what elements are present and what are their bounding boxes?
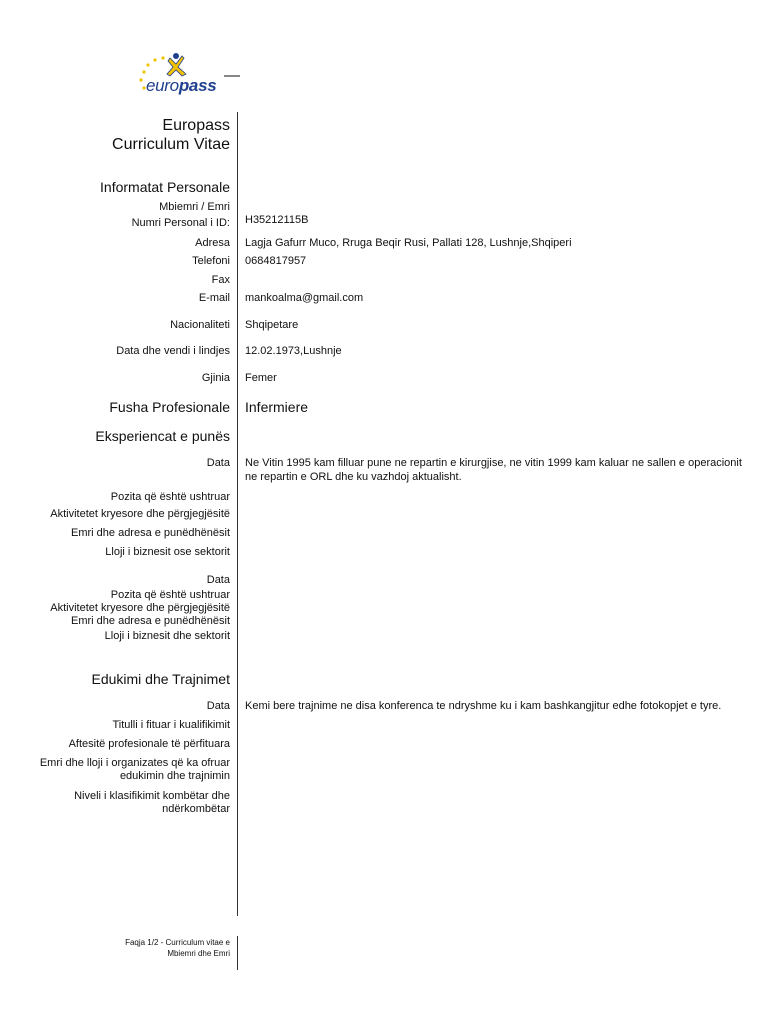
experience-date-label: Data [206, 457, 230, 469]
footer-divider [237, 936, 238, 970]
experience-heading: Eksperiencat e punës [95, 428, 230, 444]
education-date-value: Kemi bere trajnime ne disa konferenca te ndryshme ku i kam bashkangjitur edhe fotokopjet e tyre. [245, 700, 722, 712]
address-value: Lagja Gafurr Muco, Rruga Beqir Rusi, Pallati 128, Lushnje,Shqiperi [245, 237, 572, 249]
skills-label: Aftesitë profesionale të përfituara [68, 738, 230, 750]
cv-title-line1: Europass [162, 117, 230, 134]
organization-label-line2: edukimin dhe trajnimin [119, 770, 230, 782]
professional-field-value: Infermiere [245, 399, 309, 415]
id-label: Numri Personal i ID: [131, 217, 230, 229]
page-footer [125, 937, 230, 959]
gender-label: Gjinia [201, 372, 230, 384]
education-date-label: Data [206, 700, 230, 712]
personal-info-heading: Informatat Personale [100, 179, 230, 195]
fax-label: Fax [211, 274, 230, 286]
gender-value: Femer [245, 372, 277, 384]
education-heading: Edukimi dhe Trajnimet [91, 671, 230, 687]
id-value: H35212115B [245, 214, 309, 226]
phone-label: Telefoni [192, 255, 230, 267]
column-divider [237, 112, 238, 916]
organization-label-line1: Emri dhe lloji i organizates që ka ofruar [39, 757, 230, 769]
birth-label: Data dhe vendi i lindjes [116, 345, 230, 357]
experience-date2-label: Data [206, 574, 230, 586]
phone-value: 0684817957 [245, 255, 307, 267]
nationality-value: Shqipetare [245, 319, 299, 331]
qualification-title-label: Titulli i fituar i kualifikimit [112, 719, 230, 731]
professional-field-label: Fusha Profesionale [109, 399, 230, 415]
birth-value: 12.02.1973,Lushnje [245, 345, 342, 357]
experience-date-value-line2: ne repartin e ORL dhe ku vazhdoj aktualisht. [245, 471, 462, 483]
cv-title-line2: Curriculum Vitae [112, 136, 230, 153]
level-label-line1: Niveli i klasifikimit kombëtar dhe [74, 790, 230, 802]
email-label: E-mail [198, 292, 230, 304]
business2-label: Lloji i biznesit dhe sektorit [104, 630, 230, 642]
email-value[interactable]: mankoalma@gmail.com [245, 292, 364, 304]
position-label: Pozita që është ushtruar [110, 491, 230, 503]
employer-label: Emri dhe adresa e punëdhënësit [71, 527, 230, 539]
position2-label: Pozita që është ushtruar [110, 589, 230, 601]
address-label: Adresa [195, 237, 230, 249]
nationality-label: Nacionaliteti [170, 319, 230, 331]
business-label: Lloji i biznesit ose sektorit [105, 546, 230, 558]
footer-line2: Mbiemri dhe Emri [167, 949, 230, 958]
europass-wordmark: europass [146, 76, 217, 95]
footer-line1: Faqja 1/2 - Curriculum vitae e [125, 938, 230, 947]
experience-date-value-line1: Ne Vitin 1995 kam filluar pune ne repartin e kirurgjise, ne vitin 1999 kam kaluar ne sallen e operacionit [245, 457, 742, 469]
activities2-label: Aktivitetet kryesore dhe përgjegjësitë [50, 602, 230, 614]
activities-label: Aktivitetet kryesore dhe përgjegjësitë [50, 508, 230, 520]
surname-label: Mbiemri / Emri [159, 201, 230, 213]
level-label-line2: ndërkombëtar [162, 803, 230, 815]
employer2-label: Emri dhe adresa e punëdhënësit [71, 615, 230, 627]
